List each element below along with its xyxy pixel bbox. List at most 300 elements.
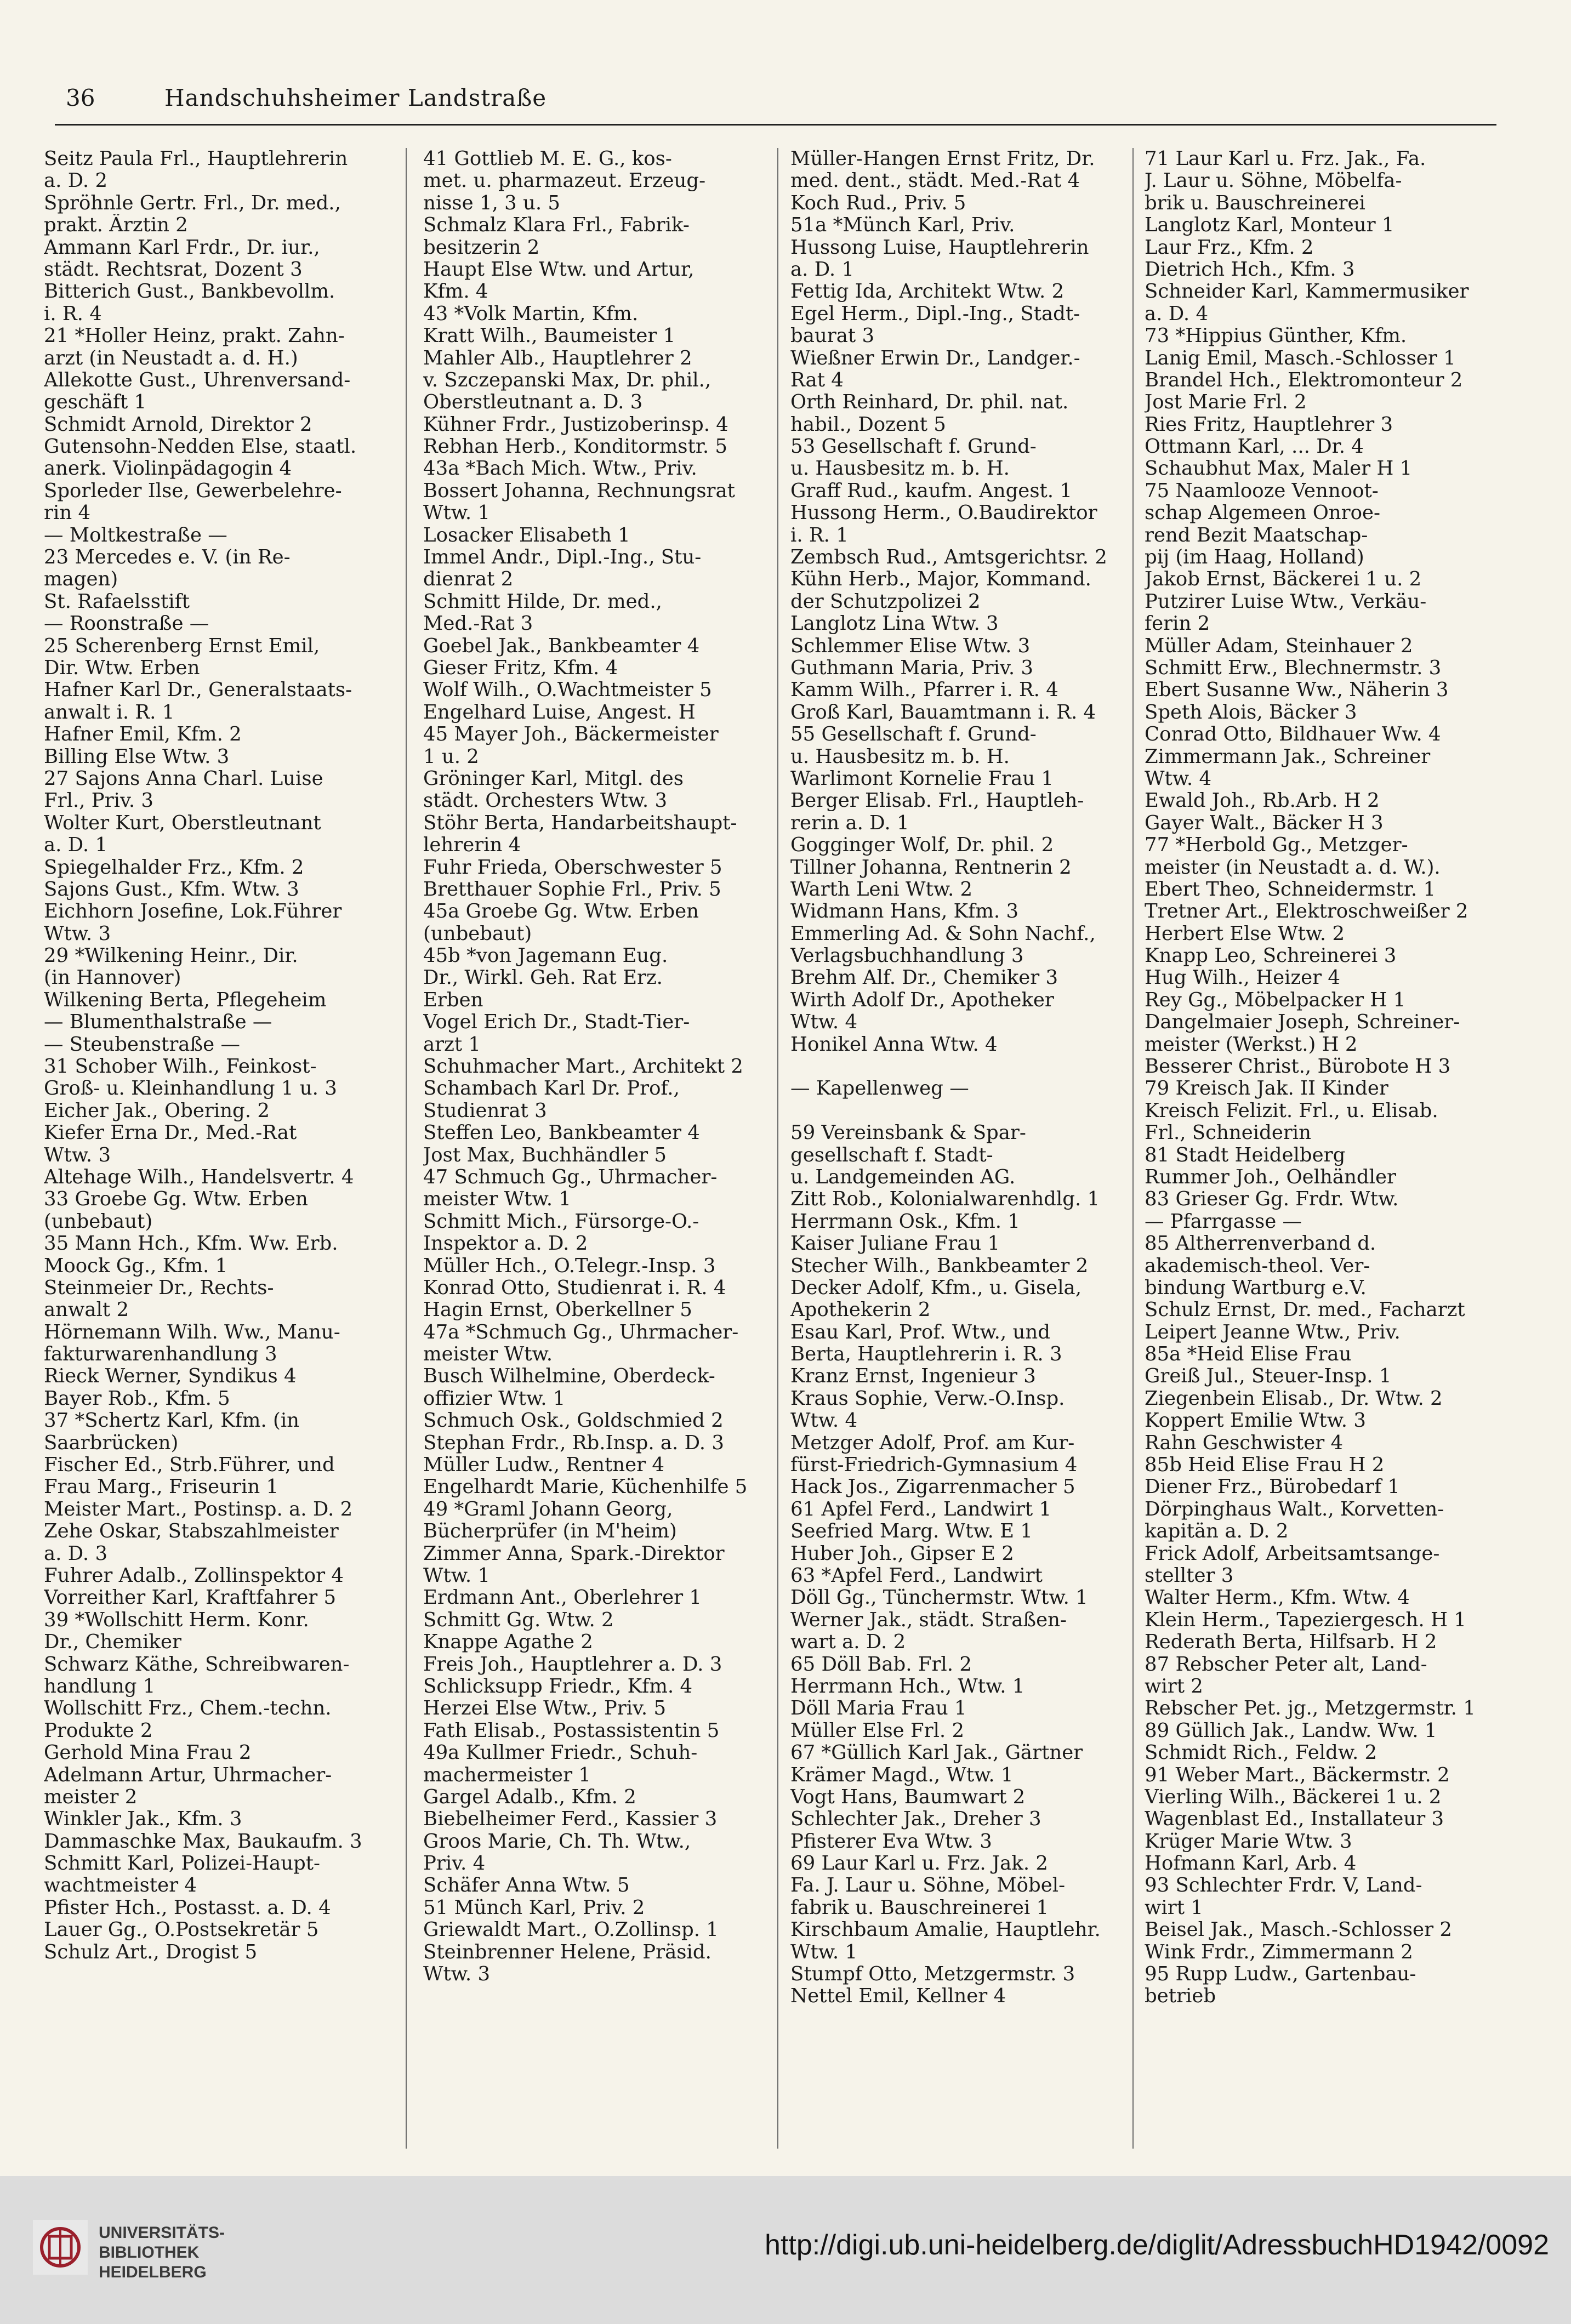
directory-line: ferin 2 <box>1145 613 1210 635</box>
directory-line: — Kapellenweg — <box>790 1078 969 1100</box>
directory-line: bindung Wartburg e.V. <box>1145 1277 1367 1299</box>
directory-line: Sporleder Ilse, Gewerbelehre- <box>44 480 342 502</box>
directory-line: Saarbrücken) <box>44 1432 179 1454</box>
directory-line: 77 *Herbold Gg., Metzger- <box>1145 834 1408 857</box>
directory-line: Langlotz Lina Wtw. 3 <box>790 613 999 635</box>
page-number: 36 <box>66 84 95 111</box>
directory-line: Schäfer Anna Wtw. 5 <box>423 1875 630 1897</box>
directory-line: Klein Herm., Tapeziergesch. H 1 <box>1145 1609 1466 1631</box>
directory-line: 91 Weber Mart., Bäckermstr. 2 <box>1145 1764 1450 1786</box>
directory-line: fakturwarenhandlung 3 <box>44 1343 277 1366</box>
directory-line: Frl., Schneiderin <box>1145 1122 1312 1144</box>
directory-line: Nettel Emil, Kellner 4 <box>790 1985 1006 2008</box>
directory-line: Eichhorn Josefine, Lok.Führer <box>44 901 342 923</box>
directory-line: akademisch-theol. Ver- <box>1145 1255 1370 1277</box>
directory-line: 85b Heid Elise Frau H 2 <box>1145 1454 1385 1477</box>
directory-line: 45 Mayer Joh., Bäckermeister <box>423 724 719 746</box>
directory-line: med. dent., städt. Med.-Rat 4 <box>790 170 1080 192</box>
directory-line: 79 Kreisch Jak. II Kinder <box>1145 1078 1388 1100</box>
directory-line: 49a Kullmer Friedr., Schuh- <box>423 1742 698 1764</box>
directory-line: Hack Jos., Zigarrenmacher 5 <box>790 1476 1075 1499</box>
directory-line: Tretner Art., Elektroschweißer 2 <box>1145 901 1468 923</box>
directory-line: Schmitt Hilde, Dr. med., <box>423 590 662 613</box>
directory-line: Rat 4 <box>790 369 844 391</box>
directory-line: Diener Frz., Bürobedarf 1 <box>1145 1476 1401 1499</box>
directory-line: brik u. Bauschreinerei <box>1145 192 1365 214</box>
directory-line: Oberstleutnant a. D. 3 <box>423 391 643 414</box>
directory-line: Kirschbaum Amalie, Hauptlehr. <box>790 1919 1101 1941</box>
directory-line: Döll Maria Frau 1 <box>790 1698 967 1720</box>
directory-line: 73 *Hippius Günther, Kfm. <box>1145 325 1407 348</box>
directory-line: Vorreither Karl, Kraftfahrer 5 <box>44 1587 337 1609</box>
directory-line: Wießner Erwin Dr., Landger.- <box>790 347 1080 369</box>
directory-line: Fuhrer Adalb., Zollinspektor 4 <box>44 1565 344 1587</box>
directory-line: dienrat 2 <box>423 568 514 591</box>
directory-line: Ebert Susanne Ww., Näherin 3 <box>1145 679 1449 702</box>
directory-line: Schneider Karl, Kammermusiker <box>1145 281 1469 303</box>
directory-line: (in Hannover) <box>44 967 181 989</box>
directory-line: Fischer Ed., Strb.Führer, und <box>44 1454 335 1477</box>
directory-line <box>790 1056 1136 1078</box>
directory-line: Honikel Anna Wtw. 4 <box>790 1033 998 1056</box>
directory-line: Müller Adam, Steinhauer 2 <box>1145 635 1413 657</box>
directory-line: Wtw. 1 <box>423 1565 491 1587</box>
directory-line: Wtw. 3 <box>44 1144 111 1166</box>
directory-line: Wilkening Berta, Pflegeheim <box>44 989 327 1011</box>
directory-line: i. R. 4 <box>44 303 102 325</box>
directory-line: Schambach Karl Dr. Prof., <box>423 1078 680 1100</box>
directory-line: Bossert Johanna, Rechnungsrat <box>423 480 735 502</box>
directory-line: Gayer Walt., Bäcker H 3 <box>1145 812 1384 834</box>
directory-line: Dir. Wtw. Erben <box>44 657 200 679</box>
directory-line: Herbert Else Wtw. 2 <box>1145 922 1345 945</box>
directory-line: Beisel Jak., Masch.-Schlosser 2 <box>1145 1919 1452 1941</box>
directory-line: Dr., Chemiker <box>44 1631 181 1654</box>
directory-line: Hafner Emil, Kfm. 2 <box>44 724 242 746</box>
directory-column-2 <box>423 148 769 2149</box>
directory-line: Schuhmacher Mart., Architekt 2 <box>423 1056 743 1078</box>
directory-line: wachtmeister 4 <box>44 1875 197 1897</box>
directory-line: 93 Schlechter Frdr. V, Land- <box>1145 1875 1422 1897</box>
directory-line: Freis Joh., Hauptlehrer a. D. 3 <box>423 1653 722 1676</box>
directory-line: 81 Stadt Heidelberg <box>1145 1144 1346 1166</box>
directory-line: J. Laur u. Söhne, Möbelfa- <box>1145 170 1402 192</box>
directory-line: Stecher Wilh., Bankbeamter 2 <box>790 1255 1089 1277</box>
directory-line: Graff Rud., kaufm. Angest. 1 <box>790 480 1072 502</box>
directory-line: Warlimont Kornelie Frau 1 <box>790 767 1054 790</box>
directory-line: 69 Laur Karl u. Frz. Jak. 2 <box>790 1853 1048 1875</box>
directory-line: 49 *Graml Johann Georg, <box>423 1498 673 1520</box>
directory-line: Werner Jak., städt. Straßen- <box>790 1609 1067 1631</box>
directory-line: Allekotte Gust., Uhrenversand- <box>44 369 351 391</box>
directory-line: 85 Altherrenverband d. <box>1145 1233 1376 1255</box>
directory-line: Fath Elisab., Postassistentin 5 <box>423 1719 720 1742</box>
directory-line: Winkler Jak., Kfm. 3 <box>44 1808 242 1831</box>
directory-line: Müller Ludw., Rentner 4 <box>423 1454 664 1477</box>
source-url-link[interactable]: http://digi.ub.uni-heidelberg.de/diglit/AdressbuchHD1942/0092 <box>765 2229 1549 2261</box>
directory-line: Zitt Rob., Kolonialwarenhdlg. 1 <box>790 1188 1100 1211</box>
library-name-line: BIBLIOTHEK <box>99 2243 200 2262</box>
directory-line: Fettig Ida, Architekt Wtw. 2 <box>790 281 1065 303</box>
directory-line: Schwarz Käthe, Schreibwaren- <box>44 1653 350 1676</box>
directory-line: Eicher Jak., Obering. 2 <box>44 1100 270 1122</box>
directory-line: Steinmeier Dr., Rechts- <box>44 1277 274 1299</box>
directory-line: Kraus Sophie, Verw.-O.Insp. <box>790 1387 1065 1410</box>
directory-line: Griewaldt Mart., O.Zollinsp. 1 <box>423 1919 719 1941</box>
directory-line: a. D. 1 <box>790 258 855 281</box>
directory-line: Conrad Otto, Bildhauer Ww. 4 <box>1145 724 1441 746</box>
directory-line: Engelhardt Marie, Küchenhilfe 5 <box>423 1476 748 1499</box>
directory-line: Berger Elisab. Frl., Hauptleh- <box>790 790 1084 812</box>
library-logo-icon <box>33 2220 88 2275</box>
directory-line: Verlagsbuchhandlung 3 <box>790 945 1024 967</box>
directory-line: 45b *von Jagemann Eug. <box>423 945 668 967</box>
directory-line: 45a Groebe Gg. Wtw. Erben <box>423 901 699 923</box>
column-divider <box>406 148 407 2149</box>
directory-line: Haupt Else Wtw. und Artur, <box>423 258 695 281</box>
directory-line: Inspektor a. D. 2 <box>423 1233 588 1255</box>
directory-line: Stöhr Berta, Handarbeitshaupt- <box>423 812 737 834</box>
directory-line: Schulz Ernst, Dr. med., Facharzt <box>1145 1299 1465 1322</box>
directory-line: Kreisch Felizit. Frl., u. Elisab. <box>1145 1100 1438 1122</box>
directory-line: Steinbrenner Helene, Präsid. <box>423 1941 711 1963</box>
directory-line: Herrmann Osk., Kfm. 1 <box>790 1210 1020 1233</box>
library-name-line: UNIVERSITÄTS- <box>99 2224 225 2242</box>
directory-line: Kaiser Juliane Frau 1 <box>790 1233 1000 1255</box>
directory-line: Hussong Herm., O.Baudirektor <box>790 502 1097 525</box>
directory-line: besitzerin 2 <box>423 236 540 259</box>
directory-line: St. Rafaelsstift <box>44 590 190 613</box>
directory-line: Steffen Leo, Bankbeamter 4 <box>423 1122 700 1144</box>
directory-line: Vierling Wilh., Bäckerei 1 u. 2 <box>1145 1786 1442 1808</box>
directory-line: Engelhard Luise, Angest. H <box>423 701 696 724</box>
directory-line: handlung 1 <box>44 1675 156 1698</box>
directory-line: Langlotz Karl, Monteur 1 <box>1145 214 1394 237</box>
directory-line: Walter Herm., Kfm. Wtw. 4 <box>1145 1587 1410 1609</box>
directory-line: Stephan Frdr., Rb.Insp. a. D. 3 <box>423 1432 724 1454</box>
directory-line: Rebhan Herb., Konditormstr. 5 <box>423 436 728 458</box>
directory-line: Müller Else Frl. 2 <box>790 1719 965 1742</box>
directory-line: 21 *Holler Heinz, prakt. Zahn- <box>44 325 345 348</box>
directory-line: Dangelmaier Joseph, Schreiner- <box>1145 1011 1460 1034</box>
directory-line: offizier Wtw. 1 <box>423 1387 566 1410</box>
directory-line: Wtw. 4 <box>1145 767 1212 790</box>
directory-line: Spiegelhalder Frz., Kfm. 2 <box>44 856 304 879</box>
directory-line: Zimmer Anna, Spark.-Direktor <box>423 1542 725 1565</box>
directory-line: Hug Wilh., Heizer 4 <box>1145 967 1340 989</box>
directory-line: Goebel Jak., Bankbeamter 4 <box>423 635 700 657</box>
directory-line: Schlicksupp Friedr., Kfm. 4 <box>423 1675 693 1698</box>
directory-line: rin 4 <box>44 502 91 525</box>
directory-line: Müller Hch., O.Telegr.-Insp. 3 <box>423 1255 716 1277</box>
directory-line: lehrerin 4 <box>423 834 521 857</box>
directory-line: wart a. D. 2 <box>790 1631 906 1654</box>
directory-line: 63 *Apfel Ferd., Landwirt <box>790 1565 1043 1587</box>
directory-line: Wolf Wilh., O.Wachtmeister 5 <box>423 679 712 702</box>
directory-line: Busch Wilhelmine, Oberdeck- <box>423 1365 715 1388</box>
directory-line: Koppert Emilie Wtw. 3 <box>1145 1410 1366 1432</box>
directory-line: 47 Schmuch Gg., Uhrmacher- <box>423 1166 718 1188</box>
directory-line: Groos Marie, Ch. Th. Wtw., <box>423 1830 691 1853</box>
directory-line: 51 Münch Karl, Priv. 2 <box>423 1896 645 1919</box>
directory-line: 33 Groebe Gg. Wtw. Erben <box>44 1188 308 1211</box>
directory-line: anwalt i. R. 1 <box>44 701 175 724</box>
directory-line: Pfisterer Eva Wtw. 3 <box>790 1830 992 1853</box>
directory-line: a. D. 4 <box>1145 303 1209 325</box>
directory-line: meister 2 <box>44 1786 138 1808</box>
directory-line: Schmitt Gg. Wtw. 2 <box>423 1609 614 1631</box>
directory-line: meister Wtw. <box>423 1343 553 1366</box>
directory-line: geschäft 1 <box>44 391 147 414</box>
directory-line: Schmidt Rich., Feldw. 2 <box>1145 1742 1378 1764</box>
directory-line: Bitterich Gust., Bankbevollm. <box>44 281 335 303</box>
directory-line: Krämer Magd., Wtw. 1 <box>790 1764 1014 1786</box>
directory-line: Kiefer Erna Dr., Med.-Rat <box>44 1122 297 1144</box>
directory-line: rerin a. D. 1 <box>790 812 909 834</box>
directory-line: Müller-Hangen Ernst Fritz, Dr. <box>790 148 1095 170</box>
directory-line: u. Hausbesitz m. b. H. <box>790 745 1010 768</box>
directory-line: Jakob Ernst, Bäckerei 1 u. 2 <box>1145 568 1422 591</box>
directory-line: magen) <box>44 568 118 591</box>
directory-line: Schmidt Arnold, Direktor 2 <box>44 413 312 436</box>
directory-line: 43 *Volk Martin, Kfm. <box>423 303 639 325</box>
directory-line: Schmitt Erw., Blechnermstr. 3 <box>1145 657 1442 679</box>
directory-line: Gutensohn-Nedden Else, staatl. <box>44 436 357 458</box>
directory-line: 35 Mann Hch., Kfm. Ww. Erb. <box>44 1233 338 1255</box>
directory-line: Apothekerin 2 <box>790 1299 931 1322</box>
directory-line: 41 Gottlieb M. E. G., kos- <box>423 148 672 170</box>
directory-line: Zimmermann Jak., Schreiner <box>1145 745 1431 768</box>
directory-line: 65 Döll Bab. Frl. 2 <box>790 1653 972 1676</box>
directory-line: Groß- u. Kleinhandlung 1 u. 3 <box>44 1078 337 1100</box>
directory-line: Erben <box>423 989 483 1011</box>
directory-line: 29 *Wilkening Heinr., Dir. <box>44 945 298 967</box>
directory-line: Emmerling Ad. & Sohn Nachf., <box>790 922 1096 945</box>
directory-line: Kühner Frdr., Justizoberinsp. 4 <box>423 413 728 436</box>
footer-bar <box>0 2176 1571 2324</box>
directory-line: Wtw. 3 <box>44 922 111 945</box>
directory-line: Immel Andr., Dipl.-Ing., Stu- <box>423 546 702 569</box>
page-header <box>66 77 1507 119</box>
library-name-line: HEIDELBERG <box>99 2263 207 2281</box>
directory-line: 59 Vereinsbank & Spar- <box>790 1122 1026 1144</box>
directory-line: Rey Gg., Möbelpacker H 1 <box>1145 989 1406 1011</box>
directory-line: Gogginger Wolf, Dr. phil. 2 <box>790 834 1054 857</box>
directory-line: 95 Rupp Ludw., Gartenbau- <box>1145 1963 1416 1986</box>
directory-line: Guthmann Maria, Priv. 3 <box>790 657 1033 679</box>
directory-line: 27 Sajons Anna Charl. Luise <box>44 767 323 790</box>
directory-line: Warth Leni Wtw. 2 <box>790 878 973 901</box>
directory-line: arzt (in Neustadt a. d. H.) <box>44 347 298 369</box>
directory-line: 31 Schober Wilh., Feinkost- <box>44 1056 317 1078</box>
directory-line: Schaubhut Max, Maler H 1 <box>1145 458 1413 480</box>
directory-line: Losacker Elisabeth 1 <box>423 524 630 546</box>
directory-line: Besserer Christ., Bürobote H 3 <box>1145 1056 1451 1078</box>
directory-line: Metzger Adolf, Prof. am Kur- <box>790 1432 1075 1454</box>
directory-line: Schmalz Klara Frl., Fabrik- <box>423 214 690 237</box>
directory-line: Gröninger Karl, Mitgl. des <box>423 767 684 790</box>
directory-line: meister Wtw. 1 <box>423 1188 571 1211</box>
directory-line <box>790 1100 1136 1122</box>
directory-line: Knapp Leo, Schreinerei 3 <box>1145 945 1397 967</box>
directory-line: Speth Alois, Bäcker 3 <box>1145 701 1357 724</box>
directory-line: betrieb <box>1145 1985 1216 2008</box>
directory-line: Billing Else Wtw. 3 <box>44 745 230 768</box>
directory-line: Vogt Hans, Baumwart 2 <box>790 1786 1026 1808</box>
directory-line: a. D. 1 <box>44 834 108 857</box>
directory-line: 23 Mercedes e. V. (in Re- <box>44 546 291 569</box>
directory-line: Rummer Joh., Oelhändler <box>1145 1166 1396 1188</box>
directory-line: 53 Gesellschaft f. Grund- <box>790 436 1037 458</box>
directory-line: 25 Scherenberg Ernst Emil, <box>44 635 320 657</box>
directory-line: 83 Grieser Gg. Frdr. Wtw. <box>1145 1188 1399 1211</box>
directory-line: wirt 2 <box>1145 1675 1203 1698</box>
directory-line: Putzirer Luise Wtw., Verkäu- <box>1145 590 1427 613</box>
directory-line: Schlechter Jak., Dreher 3 <box>790 1808 1041 1831</box>
directory-line: Produkte 2 <box>44 1719 153 1742</box>
directory-line: 37 *Schertz Karl, Kfm. (in <box>44 1410 300 1432</box>
directory-line: a. D. 3 <box>44 1542 108 1565</box>
directory-line: (unbebaut) <box>44 1210 153 1233</box>
directory-line: Bayer Rob., Kfm. 5 <box>44 1387 230 1410</box>
directory-line: 87 Rebscher Peter alt, Land- <box>1145 1653 1427 1676</box>
directory-line: Leipert Jeanne Wtw., Priv. <box>1145 1321 1401 1343</box>
directory-line: 75 Naamlooze Vennoot- <box>1145 480 1379 502</box>
directory-line: Wagenblast Ed., Installateur 3 <box>1145 1808 1444 1831</box>
directory-line: Sajons Gust., Kfm. Wtw. 3 <box>44 878 299 901</box>
directory-line: u. Landgemeinden AG. <box>790 1166 1016 1188</box>
directory-line: Altehage Wilh., Handelsvertr. 4 <box>44 1166 354 1188</box>
directory-line: nisse 1, 3 u. 5 <box>423 192 560 214</box>
directory-line: 1 u. 2 <box>423 745 479 768</box>
directory-line: — Steubenstraße — <box>44 1033 240 1056</box>
directory-line: schap Algemeen Onroe- <box>1145 502 1381 525</box>
directory-line: anerk. Violinpädagogin 4 <box>44 458 292 480</box>
directory-line: Dietrich Hch., Kfm. 3 <box>1145 258 1355 281</box>
directory-line: Lauer Gg., O.Postsekretär 5 <box>44 1919 319 1941</box>
directory-line: Ziegenbein Elisab., Dr. Wtw. 2 <box>1145 1387 1443 1410</box>
directory-line: Pfister Hch., Postasst. a. D. 4 <box>44 1896 331 1919</box>
directory-line: Erdmann Ant., Oberlehrer 1 <box>423 1587 702 1609</box>
directory-line: Kratt Wilh., Baumeister 1 <box>423 325 676 348</box>
directory-line: Krüger Marie Wtw. 3 <box>1145 1830 1352 1853</box>
directory-line: Ammann Karl Frdr., Dr. iur., <box>44 236 320 259</box>
directory-line: Brehm Alf. Dr., Chemiker 3 <box>790 967 1058 989</box>
street-title: Handschuhsheimer Landstraße <box>164 84 547 111</box>
directory-line: gesellschaft f. Stadt- <box>790 1144 993 1166</box>
directory-line: Schmuch Osk., Goldschmied 2 <box>423 1410 724 1432</box>
header-rule <box>55 124 1496 126</box>
directory-line: Stumpf Otto, Metzgermstr. 3 <box>790 1963 1075 1986</box>
directory-line: Wink Frdr., Zimmermann 2 <box>1145 1941 1413 1963</box>
directory-line: Zembsch Rud., Amtsgerichtsr. 2 <box>790 546 1107 569</box>
directory-line: Spröhnle Gertr. Frl., Dr. med., <box>44 192 341 214</box>
directory-line: habil., Dozent 5 <box>790 413 946 436</box>
directory-line: machermeister 1 <box>423 1764 591 1786</box>
library-name <box>99 2223 225 2282</box>
directory-line: Dammaschke Max, Baukaufm. 3 <box>44 1830 362 1853</box>
directory-line: prakt. Ärztin 2 <box>44 214 188 237</box>
directory-line: Huber Joh., Gipser E 2 <box>790 1542 1014 1565</box>
directory-line: Wtw. 4 <box>790 1410 858 1432</box>
directory-line: Gerhold Mina Frau 2 <box>44 1742 252 1764</box>
directory-line: 43a *Bach Mich. Wtw., Priv. <box>423 458 697 480</box>
directory-column-1 <box>44 148 389 2149</box>
directory-line: — Roonstraße — <box>44 613 209 635</box>
directory-line: Wirth Adolf Dr., Apotheker <box>790 989 1054 1011</box>
directory-line: Jost Max, Buchhändler 5 <box>423 1144 667 1166</box>
directory-line: arzt 1 <box>423 1033 481 1056</box>
directory-line: Rahn Geschwister 4 <box>1145 1432 1344 1454</box>
directory-line: Ebert Theo, Schneidermstr. 1 <box>1145 878 1436 901</box>
directory-line: Gieser Fritz, Kfm. 4 <box>423 657 618 679</box>
directory-line: 71 Laur Karl u. Frz. Jak., Fa. <box>1145 148 1426 170</box>
directory-line: 55 Gesellschaft f. Grund- <box>790 724 1037 746</box>
directory-line: Laur Frz., Kfm. 2 <box>1145 236 1314 259</box>
directory-line: Herrmann Hch., Wtw. 1 <box>790 1675 1025 1698</box>
directory-line: Rebscher Pet. jg., Metzgermstr. 1 <box>1145 1698 1476 1720</box>
directory-line: Jost Marie Frl. 2 <box>1145 391 1307 414</box>
directory-line: Ries Fritz, Hauptlehrer 3 <box>1145 413 1393 436</box>
directory-line: wirt 1 <box>1145 1896 1203 1919</box>
directory-line: Seefried Marg. Wtw. E 1 <box>790 1520 1033 1543</box>
directory-line: pij (im Haag, Holland) <box>1145 546 1364 569</box>
directory-line: 39 *Wollschitt Herm. Konr. <box>44 1609 309 1631</box>
directory-line: Mahler Alb., Hauptlehrer 2 <box>423 347 692 369</box>
directory-line: Dr., Wirkl. Geh. Rat Erz. <box>423 967 663 989</box>
directory-line: Koch Rud., Priv. 5 <box>790 192 966 214</box>
directory-line: kapitän a. D. 2 <box>1145 1520 1289 1543</box>
directory-line: 85a *Heid Elise Frau <box>1145 1343 1352 1366</box>
directory-line: Döll Gg., Tünchermstr. Wtw. 1 <box>790 1587 1088 1609</box>
directory-line: Wtw. 3 <box>423 1963 491 1986</box>
directory-line: Rieck Werner, Syndikus 4 <box>44 1365 297 1388</box>
directory-line: meister (Werkst.) H 2 <box>1145 1033 1358 1056</box>
directory-line: — Moltkestraße — <box>44 524 227 546</box>
directory-line: Med.-Rat 3 <box>423 613 533 635</box>
directory-line: Fa. J. Laur u. Söhne, Möbel- <box>790 1875 1066 1897</box>
directory-line: Dörpinghaus Walt., Korvetten- <box>1145 1498 1444 1520</box>
directory-line: Moock Gg., Kfm. 1 <box>44 1255 228 1277</box>
directory-line: u. Hausbesitz m. b. H. <box>790 458 1010 480</box>
directory-line: städt. Rechtsrat, Dozent 3 <box>44 258 303 281</box>
directory-line: Seitz Paula Frl., Hauptlehrerin <box>44 148 348 170</box>
directory-line: fürst-Friedrich-Gymnasium 4 <box>790 1454 1078 1477</box>
directory-line: Wtw. 1 <box>423 502 491 525</box>
column-divider <box>777 148 778 2149</box>
directory-line: Wollschitt Frz., Chem.-techn. <box>44 1698 332 1720</box>
directory-line: Rederath Berta, Hilfsarb. H 2 <box>1145 1631 1437 1654</box>
directory-line: Zehe Oskar, Stabszahlmeister <box>44 1520 339 1543</box>
directory-line: Bücherprüfer (in M'heim) <box>423 1520 677 1543</box>
directory-line: Kühn Herb., Major, Kommand. <box>790 568 1091 591</box>
directory-line: Esau Karl, Prof. Wtw., und <box>790 1321 1050 1343</box>
directory-line: Biebelheimer Ferd., Kassier 3 <box>423 1808 718 1831</box>
directory-line: — Blumenthalstraße — <box>44 1011 272 1034</box>
directory-line: Hofmann Karl, Arb. 4 <box>1145 1853 1357 1875</box>
directory-line: Bretthauer Sophie Frl., Priv. 5 <box>423 878 721 901</box>
directory-line: rend Bezit Maatschap- <box>1145 524 1368 546</box>
directory-line: Priv. 4 <box>423 1853 486 1875</box>
directory-line: Kfm. 4 <box>423 281 488 303</box>
directory-line: der Schutzpolizei 2 <box>790 590 981 613</box>
directory-line: Adelmann Artur, Uhrmacher- <box>44 1764 332 1786</box>
directory-line: 89 Güllich Jak., Landw. Ww. 1 <box>1145 1719 1437 1742</box>
directory-line: Hussong Luise, Hauptlehrerin <box>790 236 1089 259</box>
directory-line: Frl., Priv. 3 <box>44 790 154 812</box>
directory-line: v. Szczepanski Max, Dr. phil., <box>423 369 711 391</box>
directory-line: Meister Mart., Postinsp. a. D. 2 <box>44 1498 353 1520</box>
